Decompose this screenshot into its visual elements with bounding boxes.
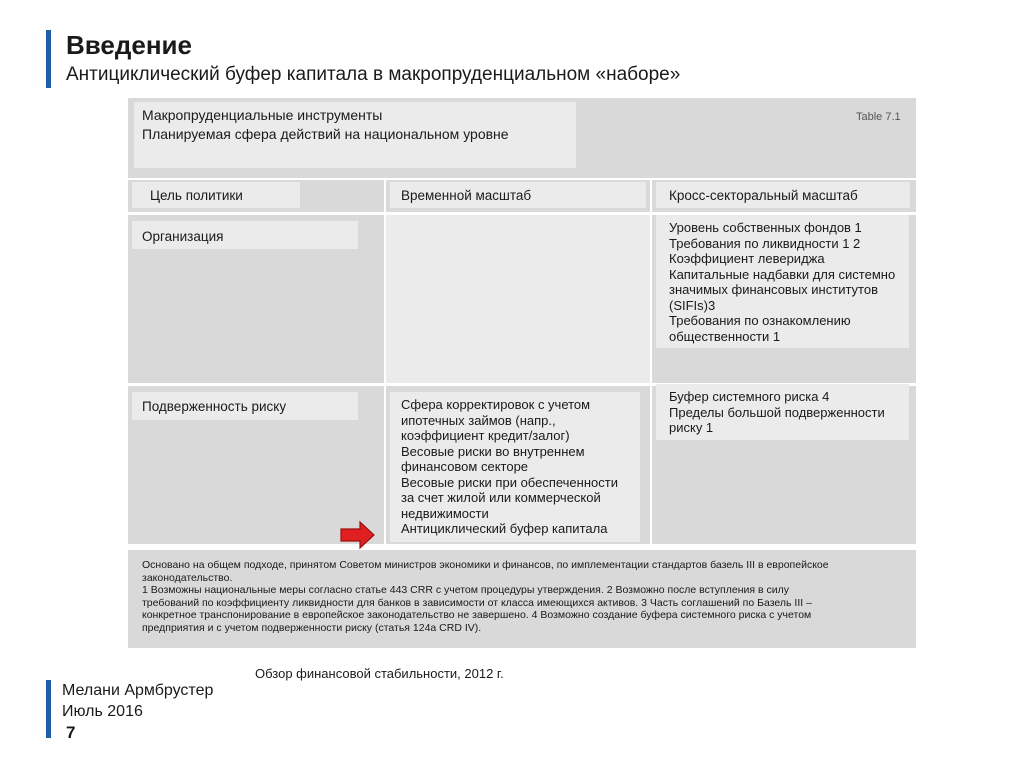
list-item: (SIFIs)3 [669, 297, 716, 313]
list-item: коэффициент кредит/залог) [401, 428, 570, 443]
list-item: Уровень собственных фондов 1 [669, 220, 862, 235]
footnote-line: требований по коэффициенту ликвидности для банков в зависимости от класса имеющихся активов. 3 Часть соглашений по Базель III – [142, 596, 812, 609]
row-2-time-list [401, 397, 618, 537]
footer-author: Мелани Армбрустер [62, 682, 214, 699]
list-item: значимых финансовых институтов [669, 282, 878, 297]
footnote-line: Основано на общем подходе, принятом Советом министров экономики и финансов, по имплементации стандартов базель III в европейское [142, 559, 829, 571]
table-figure [128, 98, 916, 650]
page-title: Введение [66, 30, 192, 60]
table-header-line-2: Планируемая сфера действий на национальном уровне [142, 126, 509, 142]
column-header-time-dimension: Временной масштаб [401, 188, 532, 203]
table-number-label: Table 7.1 [856, 111, 901, 123]
footnote-line: 1 Возможны национальные меры согласно статье 443 CRR с учетом процедуры утверждения. 2 Возможно после вступления в силу [142, 584, 789, 597]
row-1-cross-list [669, 220, 895, 344]
column-header-policy-goal: Цель политики [150, 188, 243, 203]
list-item: риску 1 [669, 420, 714, 435]
list-item: Требования по ознакомлению [669, 313, 851, 328]
footnote-line: предприятия и с учетом подверженности риску (статья 124a CRD IV). [142, 621, 482, 634]
list-item-countercyclical-buffer: Антициклический буфер капитала [401, 521, 608, 536]
source-caption: Обзор финансовой стабильности, 2012 г. [255, 666, 504, 681]
highlight-arrow-icon [340, 520, 376, 550]
list-item: Требования по ликвидности 1 2 [669, 235, 861, 251]
list-item: недвижимости [401, 505, 489, 521]
row-1-time-cell [386, 215, 650, 383]
table-header-line-1: Макропруденциальные инструменты [142, 107, 383, 123]
column-header-cross-sectional: Кросс-секторальный масштаб [669, 188, 858, 203]
list-item: Весовые риски во внутреннем [401, 443, 585, 459]
list-item: Коэффициент левериджа [669, 251, 825, 266]
footer-date: Июль 2016 [62, 703, 143, 720]
page-subtitle: Антициклический буфер капитала в макропруденциальном «наборе» [66, 64, 681, 85]
list-item: общественности 1 [669, 328, 781, 344]
row-label-risk-exposure: Подверженность риску [142, 399, 287, 414]
footnote-line: конкретное транспонирование в европейское законодательство не завершено. 4 Возможно создание буфера системного риска с учетом [142, 609, 812, 622]
footnote-text [142, 559, 907, 635]
list-item: Капитальные надбавки для системно [669, 266, 896, 282]
list-item: Весовые риски при обеспеченности [401, 474, 618, 490]
list-item: Сфера корректировок с учетом [401, 397, 591, 412]
list-item: за счет жилой или коммерческой [401, 490, 601, 505]
list-item: Буфер системного риска 4 [669, 389, 830, 404]
footer-accent-bar [46, 680, 51, 738]
row-2-cross-list [669, 389, 885, 436]
footnote-line: законодательство. [142, 571, 233, 584]
row-label-organization: Организация [142, 229, 224, 244]
title-accent-bar [46, 30, 51, 88]
list-item: ипотечных займов (напр., [401, 412, 556, 428]
page-number: 7 [66, 723, 76, 742]
list-item: финансовом секторе [401, 459, 529, 474]
list-item: Пределы большой подверженности [669, 404, 885, 420]
